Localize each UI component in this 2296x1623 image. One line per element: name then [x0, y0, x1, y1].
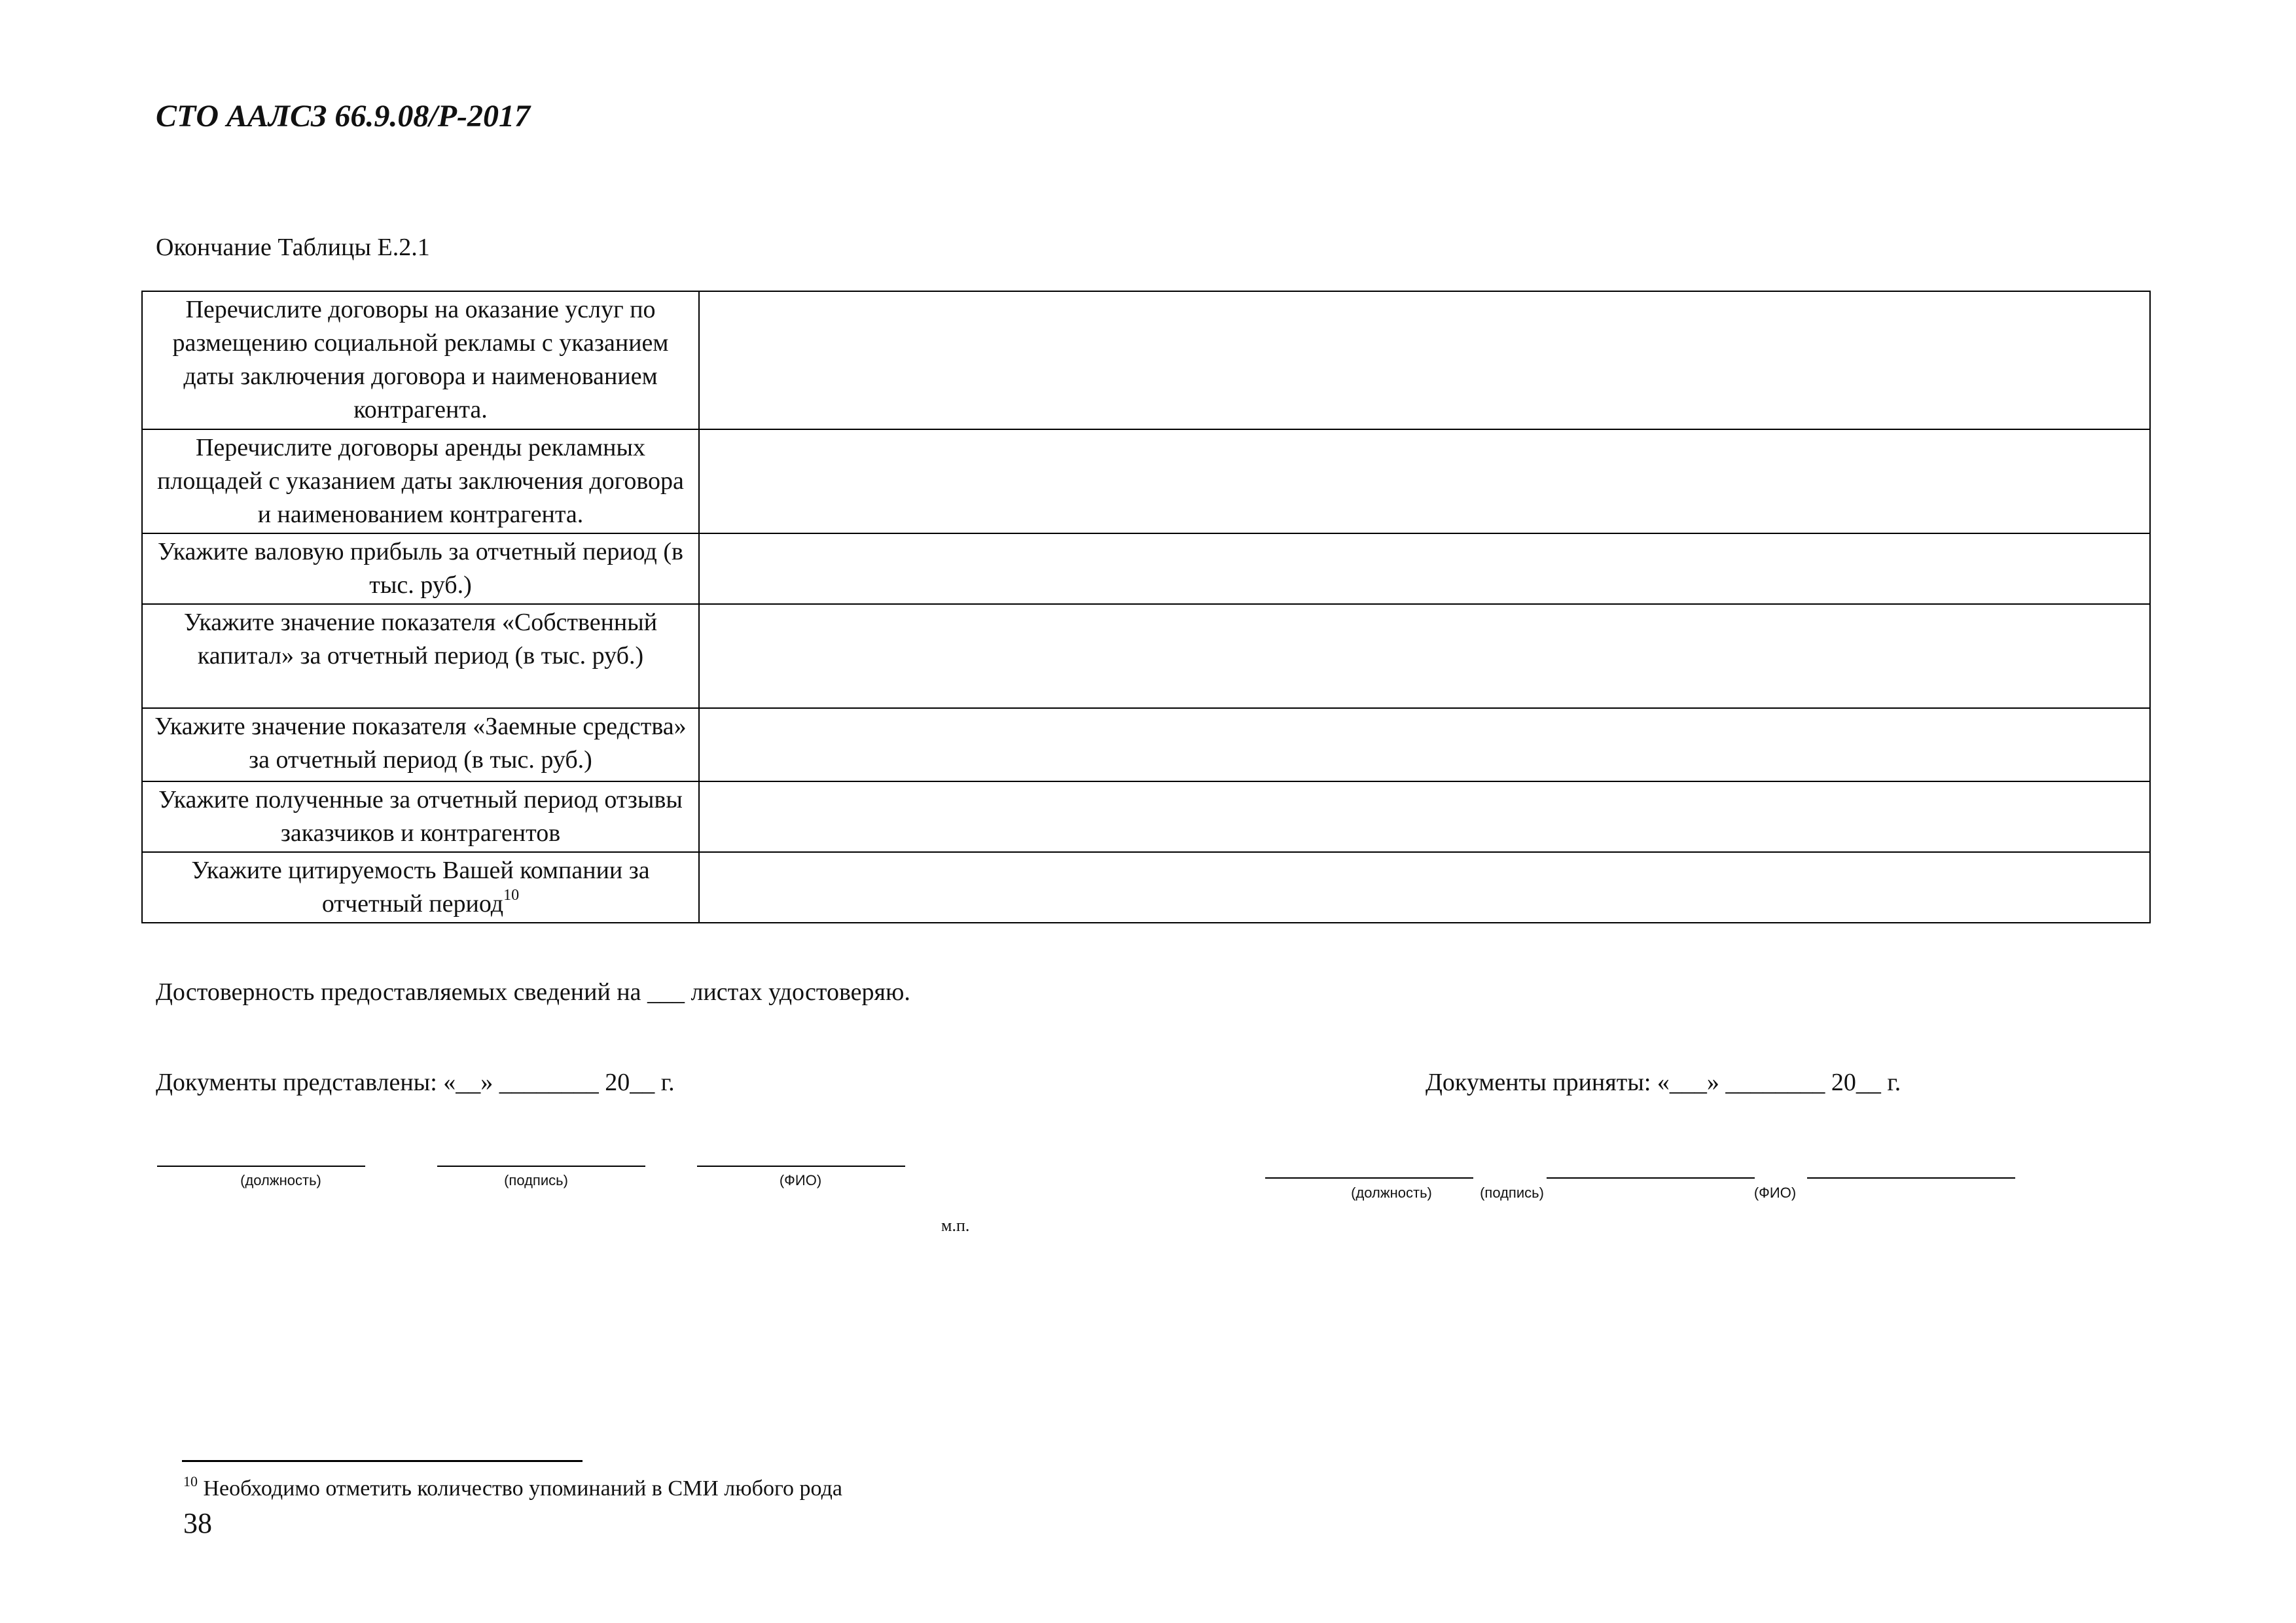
submitted-signature-line[interactable] [437, 1166, 645, 1167]
question-cell: Перечислите договоры на оказание услуг по размещению социальной рекламы с указанием даты заключения договора и наименованием контрагента. [142, 291, 699, 429]
table-row [142, 781, 2150, 852]
question-cell: Укажите полученные за отчетный период отзывы заказчиков и контрагентов [142, 781, 699, 852]
question-cell: Укажите значение показателя «Заемные средства» за отчетный период (в тыс. руб.) [142, 708, 699, 781]
table-row [142, 429, 2150, 533]
question-text: Укажите цитируемость Вашей компании за отчетный период [191, 857, 650, 918]
accepted-name-line[interactable] [1807, 1177, 2015, 1179]
answer-cell[interactable] [699, 852, 2150, 923]
accepted-date-line: Документы приняты: «___» ________ 20__ г. [1426, 1069, 1901, 1096]
submitted-position-line[interactable] [157, 1166, 365, 1167]
answer-cell[interactable] [699, 429, 2150, 533]
question-cell: Укажите валовую прибыль за отчетный период (в тыс. руб.) [142, 533, 699, 604]
answer-cell[interactable] [699, 781, 2150, 852]
page-number: 38 [183, 1507, 212, 1539]
document-code: СТО ААЛСЗ 66.9.08/Р-2017 [156, 99, 531, 134]
table-row [142, 852, 2150, 923]
table-row [142, 708, 2150, 781]
table-row [142, 533, 2150, 604]
answer-cell[interactable] [699, 604, 2150, 708]
table-row [142, 291, 2150, 429]
submitted-position-label: (должность) [240, 1172, 321, 1188]
accepted-signature-label: (подпись) [1480, 1185, 1544, 1201]
answer-cell[interactable] [699, 533, 2150, 604]
accepted-name-label: (ФИО) [1753, 1185, 1797, 1201]
submitted-name-label: (ФИО) [779, 1172, 822, 1188]
footnote-number: 10 [183, 1473, 198, 1489]
footnote-text: Необходимо отметить количество упоминаний в СМИ любого рода [203, 1476, 842, 1501]
submitted-name-line[interactable] [697, 1166, 905, 1167]
question-cell: Перечислите договоры аренды рекламных площадей с указанием даты заключения договора и наименованием контрагента. [142, 429, 699, 533]
table-row [142, 604, 2150, 708]
footnote-reference: 10 [503, 887, 520, 904]
submitted-date-line: Документы представлены: «__» ________ 20__ г. [156, 1069, 675, 1096]
accepted-position-label: (должность) [1351, 1185, 1432, 1201]
questionnaire-table [141, 291, 2151, 923]
accepted-signature-line[interactable] [1547, 1177, 1755, 1179]
answer-cell[interactable] [699, 291, 2150, 429]
answer-cell[interactable] [699, 708, 2150, 781]
stamp-place-label: м.п. [941, 1216, 970, 1235]
footnote [183, 1473, 842, 1501]
question-cell: Укажите значение показателя «Собственный капитал» за отчетный период (в тыс. руб.) [142, 604, 699, 708]
footnote-separator [182, 1460, 583, 1462]
accepted-position-line[interactable] [1265, 1177, 1473, 1179]
table-caption: Окончание Таблицы Е.2.1 [156, 234, 430, 261]
certification-statement: Достоверность предоставляемых сведений на ___ листах удостоверяю. [156, 978, 910, 1006]
question-cell [142, 852, 699, 923]
submitted-signature-label: (подпись) [504, 1172, 568, 1188]
